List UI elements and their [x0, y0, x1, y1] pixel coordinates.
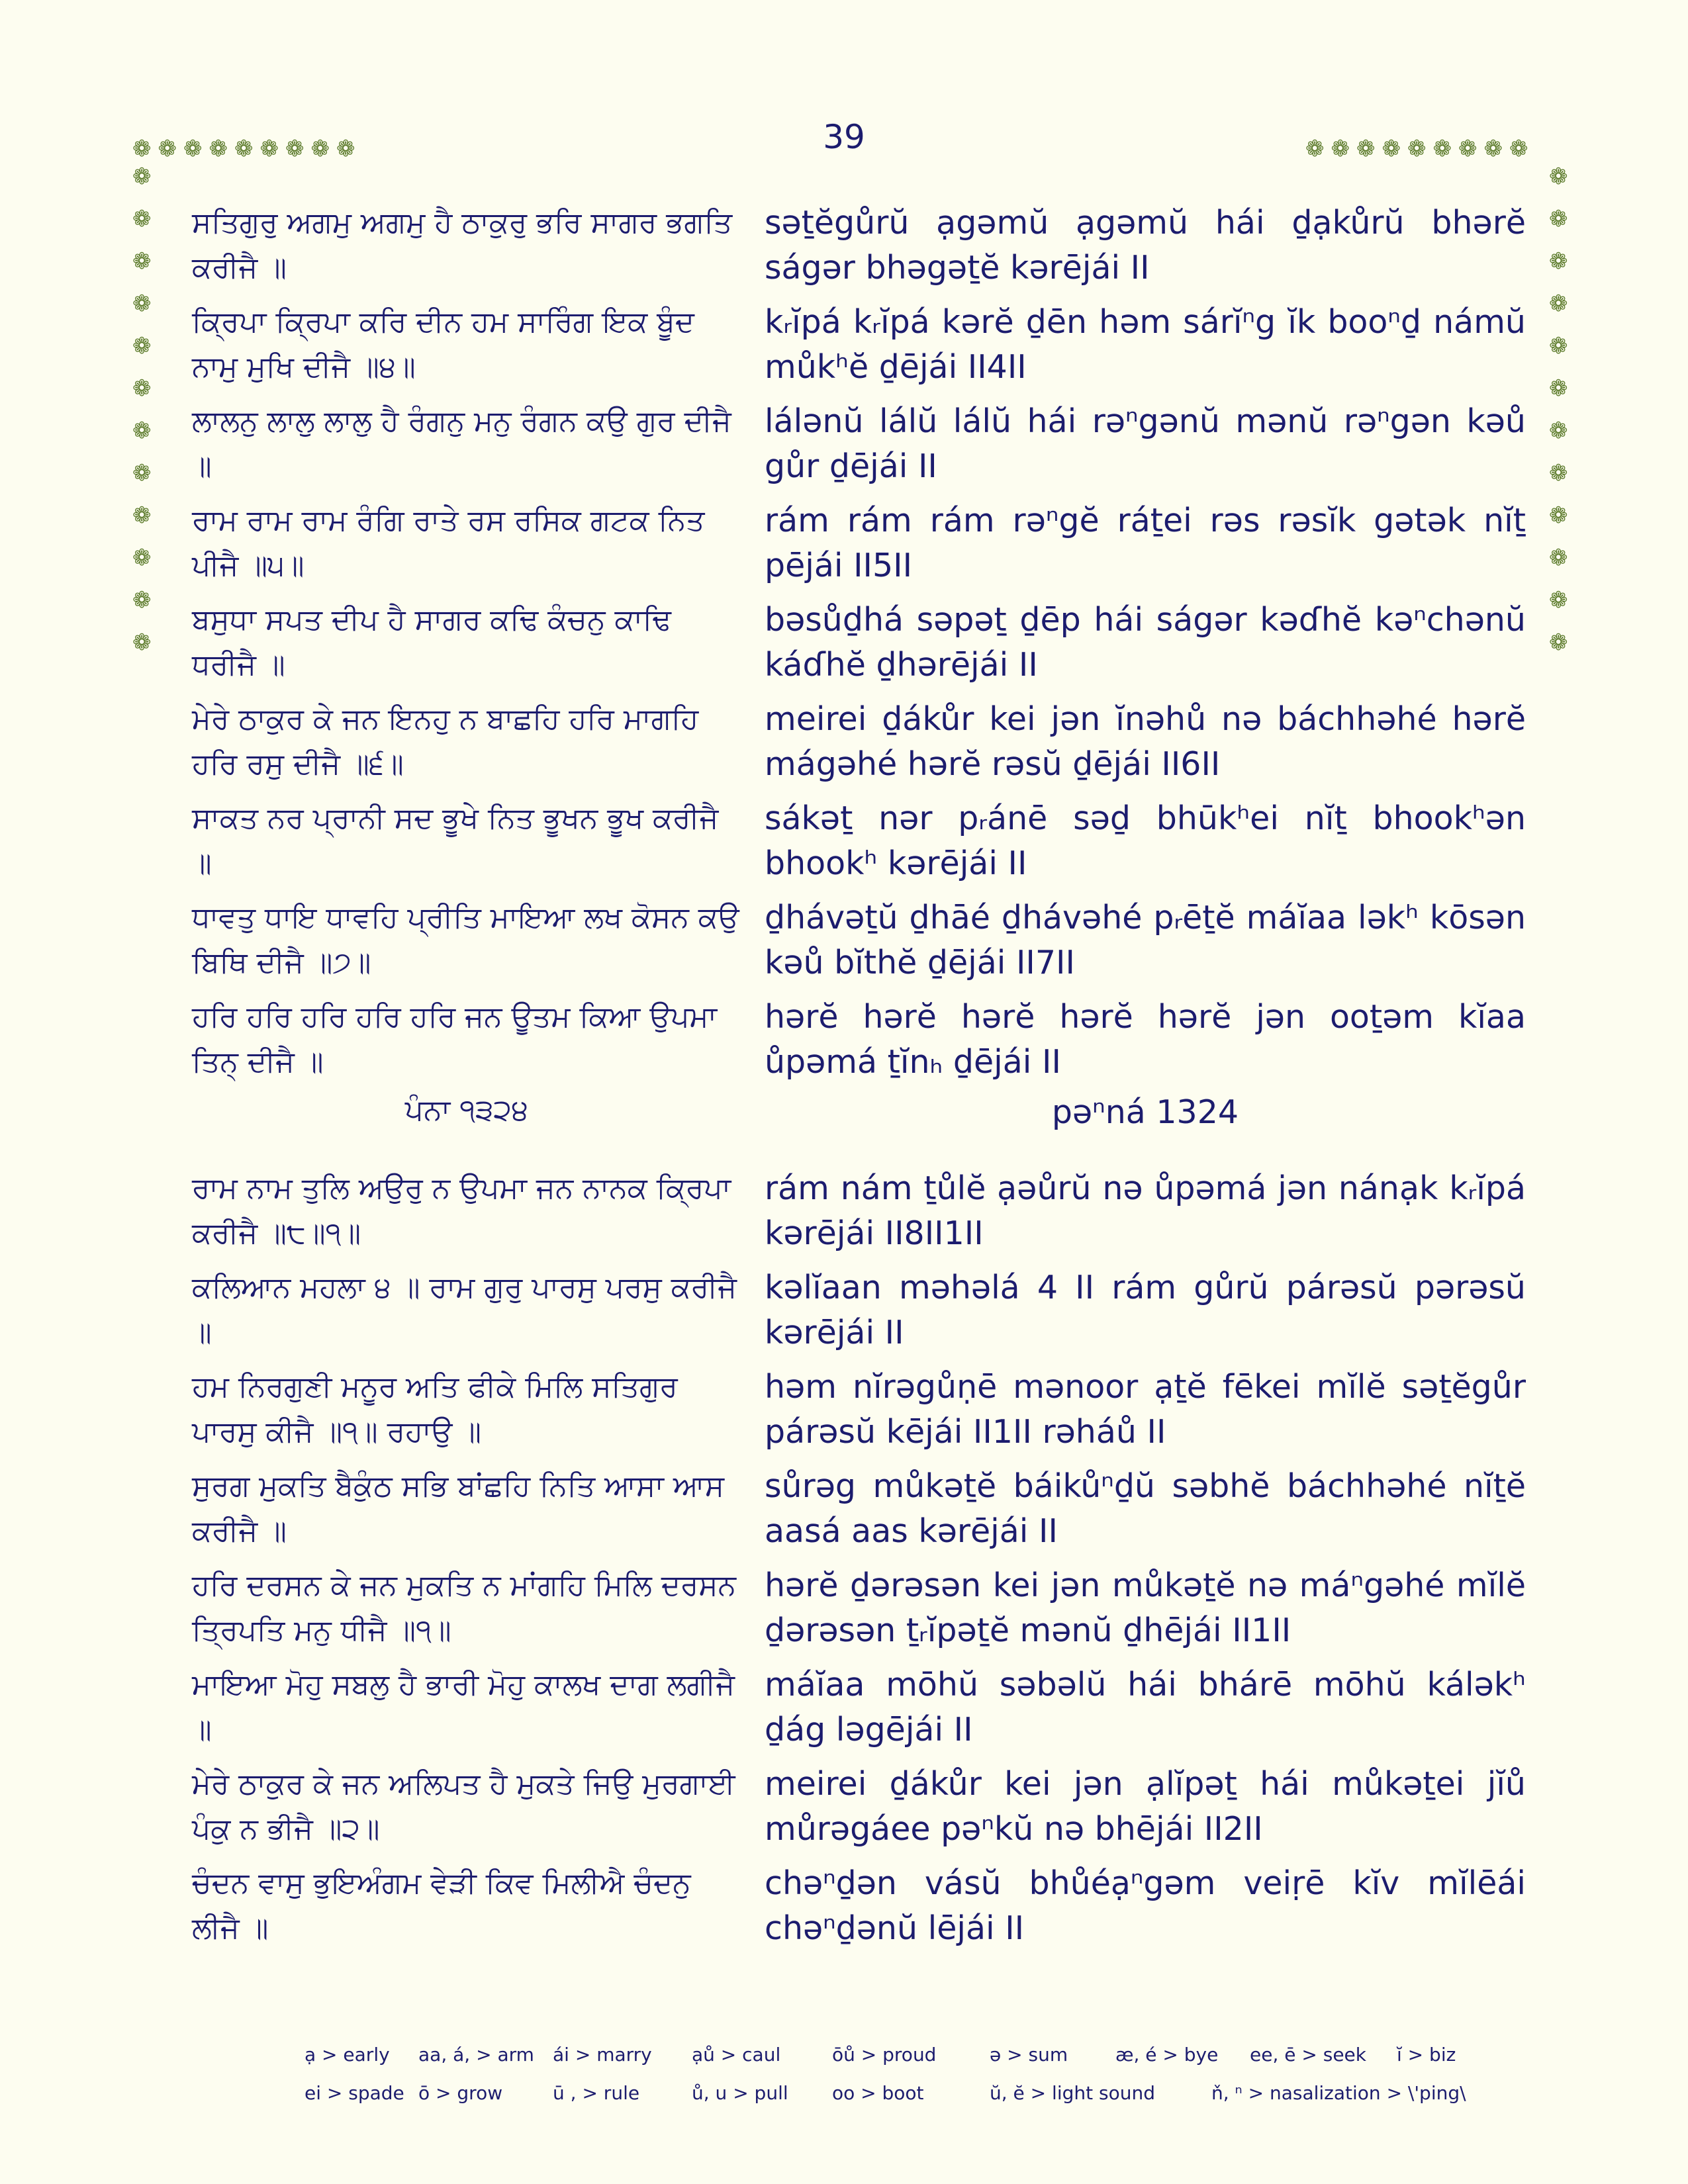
flower-ornament-icon: ❁	[209, 136, 234, 162]
legend-item: ů, u > pull	[692, 2082, 788, 2104]
flower-ornament-icon: ❁	[1549, 248, 1568, 275]
legend-item: ạů > caul	[692, 2044, 781, 2066]
flower-ornament-icon: ❁	[1382, 136, 1407, 162]
flower-ornament-icon: ❁	[1432, 136, 1458, 162]
verse-gurmukhi: ਕਲਿਆਨ ਮਹਲਾ ੪ ॥ ਰਾਮ ਗੁਰੁ ਪਾਰਸੁ ਪਰਸੁ ਕਰੀਜੈ ॥	[192, 1271, 737, 1349]
verse-gurmukhi: ਮੇਰੇ ਠਾਕੁਰ ਕੇ ਜਨ ਇਨਹੁ ਨ ਬਾਛਹਿ ਹਰਿ ਮਾਗਹਿ ਹਰਿ ਰਸੁ ਦੀਜੈ ॥੬॥	[192, 702, 699, 781]
legend-item: ōů > proud	[832, 2044, 937, 2066]
flower-ornament-icon: ❁	[132, 418, 152, 444]
flower-ornament-icon: ❁	[285, 136, 311, 162]
verse-gurmukhi: ਹਰਿ ਹਰਿ ਹਰਿ ਹਰਿ ਹਰਿ ਜਨ ਊਤਮ ਕਿਆ ਉਪਮਾ ਤਿਨ੍ ਦੀਜੈ ॥	[192, 1000, 718, 1079]
verse-gurmukhi: ਹਰਿ ਦਰਸਨ ਕੇ ਜਨ ਮੁਕਤਿ ਨ ਮਾਂਗਹਿ ਮਿਲਿ ਦਰਸਨ ਤ੍ਰਿਪਤਿ ਮਨੁ ਧੀਜੈ ॥੧॥	[192, 1569, 737, 1647]
flower-ornament-icon: ❁	[1549, 206, 1568, 232]
verse-transliteration: kᵣĭpá kᵣĭpá kərĕ ḏēn həm sárĭⁿg ĭk booⁿḏ námŭ můkʰĕ ḏējái II4II	[765, 303, 1526, 386]
legend-item: ə > sum	[990, 2044, 1068, 2066]
pronunciation-legend	[305, 2044, 1509, 2120]
flower-ornament-icon: ❁	[1356, 136, 1382, 162]
verse-transliteration: meirei ḏákůr kei jən ĭnəhů nə báchhəhé hərĕ mágəhé hərĕ rəsŭ ḏējái II6II	[765, 700, 1526, 783]
verse-gurmukhi: ਸਾਕਤ ਨਰ ਪ੍ਰਾਨੀ ਸਦ ਭੂਖੇ ਨਿਤ ਭੂਖਨ ਭੂਖ ਕਰੀਜੈ ॥	[192, 801, 719, 880]
flower-ornament-icon: ❁	[234, 136, 260, 162]
verse-transliteration: sákəṯ nər pᵣánē səḏ bhūkʰei nĭṯ bhookʰən bhookʰ kərējái II	[765, 799, 1526, 882]
verse-transliteration: kəlĭaan məhəlá 4 II rám gůrŭ párəsŭ pərəsŭ kərējái II	[765, 1269, 1526, 1351]
verse-gurmukhi: ਕ੍ਰਿਪਾ ਕ੍ਰਿਪਾ ਕਰਿ ਦੀਨ ਹਮ ਸਾਰਿੰਗ ਇਕ ਬੂੰਦ ਨਾਮੁ ਮੁਖਿ ਦੀਜੈ ॥੪॥	[192, 305, 694, 384]
verse-transliteration: həm nĭrəgůṇē mənoor ạṯĕ fēkei mĭlĕ səṯĕgůr párəsŭ kējái II1II rəháů II	[765, 1368, 1526, 1451]
flower-ornament-icon: ❁	[1549, 587, 1568, 614]
verse-transliteration: rám nám ṯůlĕ ạəůrŭ nə ůpəmá jən nánạk kᵣĭpá kərējái II8II1II	[765, 1169, 1526, 1252]
ornament-top-right	[1305, 138, 1535, 160]
flower-ornament-icon: ❁	[1549, 163, 1568, 190]
flower-ornament-icon: ❁	[132, 502, 152, 529]
flower-ornament-icon: ❁	[1549, 418, 1568, 444]
flower-ornament-icon: ❁	[132, 587, 152, 614]
flower-ornament-icon: ❁	[132, 291, 152, 317]
flower-ornament-icon: ❁	[132, 333, 152, 359]
page-number: 39	[823, 118, 865, 156]
verse-transliteration: lálənŭ lálŭ lálŭ hái rəⁿgənŭ mənŭ rəⁿgən kəů gůr ḏējái II	[765, 402, 1526, 485]
flower-ornament-icon: ❁	[158, 136, 183, 162]
legend-item: ū , > rule	[553, 2082, 640, 2104]
legend-item: ái > marry	[553, 2044, 652, 2066]
verse-gurmukhi: ਮੇਰੇ ਠਾਕੁਰ ਕੇ ਜਨ ਅਲਿਪਤ ਹੈ ਮੁਕਤੇ ਜਿਉ ਮੁਰਗਾਈ ਪੰਕੁ ਨ ਭੀਜੈ ॥੨॥	[192, 1767, 735, 1846]
flower-ornament-icon: ❁	[1407, 136, 1433, 162]
verse-gurmukhi: ਸੁਰਗ ਮੁਕਤਿ ਬੈਕੁੰਠ ਸਭਿ ਬਾਂਛਹਿ ਨਿਤਿ ਆਸਾ ਆਸ ਕਰੀਜੈ ॥	[192, 1469, 725, 1548]
flower-ornament-icon: ❁	[132, 206, 152, 232]
flower-ornament-icon: ❁	[310, 136, 336, 162]
verse-gurmukhi: ਮਾਇਆ ਮੋਹੁ ਸਬਲੁ ਹੈ ਭਾਰੀ ਮੋਹੁ ਕਾਲਖ ਦਾਗ ਲਗੀਜੈ ॥	[192, 1668, 735, 1747]
flower-ornament-icon: ❁	[1549, 460, 1568, 486]
verse-gurmukhi: ਧਾਵਤੁ ਧਾਇ ਧਾਵਹਿ ਪ੍ਰੀਤਿ ਮਾਇਆ ਲਖ ਕੋਸਨ ਕਉ ਬਿਥਿ ਦੀਜੈ ॥੭॥	[192, 901, 739, 979]
ang-transliteration: pəⁿná 1324	[1051, 1093, 1239, 1131]
flower-ornament-icon: ❁	[1549, 375, 1568, 402]
verse-transliteration: ḏhávəṯŭ ḏhāé ḏhávəhé pᵣēṯĕ máĭaa ləkʰ kōsən kəů bĭthĕ ḏējái II7II	[765, 899, 1526, 981]
legend-item: ň, ⁿ > nasalization > \'ping\	[1211, 2082, 1466, 2104]
verse-gurmukhi: ਰਾਮ ਰਾਮ ਰਾਮ ਰੰਗਿ ਰਾਤੇ ਰਸ ਰਸਿਕ ਗਟਕ ਨਿਤ ਪੀਜੈ ॥੫॥	[192, 504, 705, 582]
verse-gurmukhi: ਚੰਦਨ ਵਾਸੁ ਭੁਇਅੰਗਮ ਵੇੜੀ ਕਿਵ ਮਿਲੀਐ ਚੰਦਨੁ ਲੀਜੈ ॥	[192, 1866, 691, 1945]
flower-ornament-icon: ❁	[132, 136, 158, 162]
flower-ornament-icon: ❁	[183, 136, 209, 162]
verse-transliteration: sůrəg můkəṯĕ báikůⁿḏŭ səbhĕ báchhəhé nĭṯĕ aasá aas kərējái II	[765, 1467, 1526, 1550]
flower-ornament-icon: ❁	[1549, 629, 1568, 656]
flower-ornament-icon: ❁	[1549, 545, 1568, 571]
verse-gurmukhi: ਸਤਿਗੁਰੁ ਅਗਮੁ ਅਗਮੁ ਹੈ ਠਾਕੁਰੁ ਭਰਿ ਸਾਗਰ ਭਗਤਿ ਕਰੀਜੈ ॥	[192, 206, 733, 285]
legend-item: oo > boot	[832, 2082, 924, 2104]
flower-ornament-icon: ❁	[132, 460, 152, 486]
ang-gurmukhi: ਪੰਨਾ ੧੩੨੪	[404, 1093, 529, 1127]
legend-item: ei > spade	[305, 2082, 404, 2104]
legend-item: ō > grow	[418, 2082, 503, 2104]
flower-ornament-icon: ❁	[336, 136, 362, 162]
verse-transliteration: máĭaa mōhŭ səbəlŭ hái bhárē mōhŭ káləkʰ ḏág ləgējái II	[765, 1666, 1526, 1749]
flower-ornament-icon: ❁	[1549, 333, 1568, 359]
legend-row	[305, 2044, 1509, 2082]
verse-gurmukhi: ਹਮ ਨਿਰਗੁਣੀ ਮਨੂਰ ਅਤਿ ਫੀਕੇ ਮਿਲਿ ਸਤਿਗੁਰ ਪਾਰਸੁ ਕੀਜੈ ॥੧॥ ਰਹਾਉ ॥	[192, 1370, 678, 1449]
flower-ornament-icon: ❁	[132, 545, 152, 571]
verse-transliteration: rám rám rám rəⁿgĕ ráṯei rəs rəsĭk gətək nĭṯ pējái II5II	[765, 502, 1526, 584]
flower-ornament-icon: ❁	[1331, 136, 1356, 162]
flower-ornament-icon: ❁	[1458, 136, 1484, 162]
legend-item: æ, é > bye	[1115, 2044, 1219, 2066]
flower-ornament-icon: ❁	[1483, 136, 1509, 162]
legend-item: ạ > early	[305, 2044, 390, 2066]
flower-ornament-icon: ❁	[1305, 136, 1331, 162]
flower-ornament-icon: ❁	[1509, 136, 1535, 162]
flower-ornament-icon: ❁	[1549, 291, 1568, 317]
legend-item: aa, á, > arm	[418, 2044, 534, 2066]
verse-transliteration: bəsůḏhá səpəṯ ḏēp hái ságər kəɗhĕ kəⁿchənŭ káɗhĕ ḏhərējái II	[765, 601, 1526, 684]
verse-gurmukhi: ਲਾਲਨੁ ਲਾਲੁ ਲਾਲੁ ਹੈ ਰੰਗਨੁ ਮਨੁ ਰੰਗਨ ਕਉ ਗੁਰ ਦੀਜੈ ॥	[192, 404, 731, 483]
flower-ornament-icon: ❁	[132, 248, 152, 275]
flower-ornament-icon: ❁	[259, 136, 285, 162]
flower-ornament-icon: ❁	[132, 375, 152, 402]
legend-item: ĭ > biz	[1397, 2044, 1456, 2066]
verse-transliteration: hərĕ hərĕ hərĕ hərĕ hərĕ jən ooṯəm kĭaa ůpəmá ṯĭnₕ ḏējái II	[765, 998, 1526, 1081]
legend-item: ee, ē > seek	[1250, 2044, 1366, 2066]
ornament-top-left	[132, 138, 362, 160]
flower-ornament-icon: ❁	[132, 163, 152, 190]
verse-gurmukhi: ਬਸੁਧਾ ਸਪਤ ਦੀਪ ਹੈ ਸਾਗਰ ਕਢਿ ਕੰਚਨੁ ਕਾਢਿ ਧਰੀਜੈ ॥	[192, 603, 671, 682]
verse-transliteration: səṯĕgůrŭ ạgəmŭ ạgəmŭ hái ḏạkůrŭ bhərĕ ságər bhəgəṯĕ kərējái II	[765, 204, 1526, 287]
verse-transliteration: chəⁿḏən vásŭ bhůéạⁿgəm veiṛē kĭv mĭlēái chəⁿḏənŭ lējái II	[765, 1864, 1526, 1947]
flower-ornament-icon: ❁	[1549, 502, 1568, 529]
legend-item: ŭ, ĕ > light sound	[990, 2082, 1155, 2104]
verse-gurmukhi: ਰਾਮ ਨਾਮ ਤੁਲਿ ਅਉਰੁ ਨ ਉਪਮਾ ਜਨ ਨਾਨਕ ਕ੍ਰਿਪਾ ਕਰੀਜੈ ॥੮॥੧॥	[192, 1171, 731, 1250]
verse-transliteration: hərĕ ḏərəsən kei jən můkəṯĕ nə máⁿgəhé mĭlĕ ḏərəsən ṯᵣĭpəṯĕ mənŭ ḏhējái II1II	[765, 1567, 1526, 1649]
verse-transliteration: meirei ḏákůr kei jən ạlĭpəṯ hái můkəṯei jĭů můrəgáee pəⁿkŭ nə bhējái II2II	[765, 1765, 1526, 1848]
flower-ornament-icon: ❁	[132, 629, 152, 656]
legend-row	[305, 2082, 1509, 2120]
